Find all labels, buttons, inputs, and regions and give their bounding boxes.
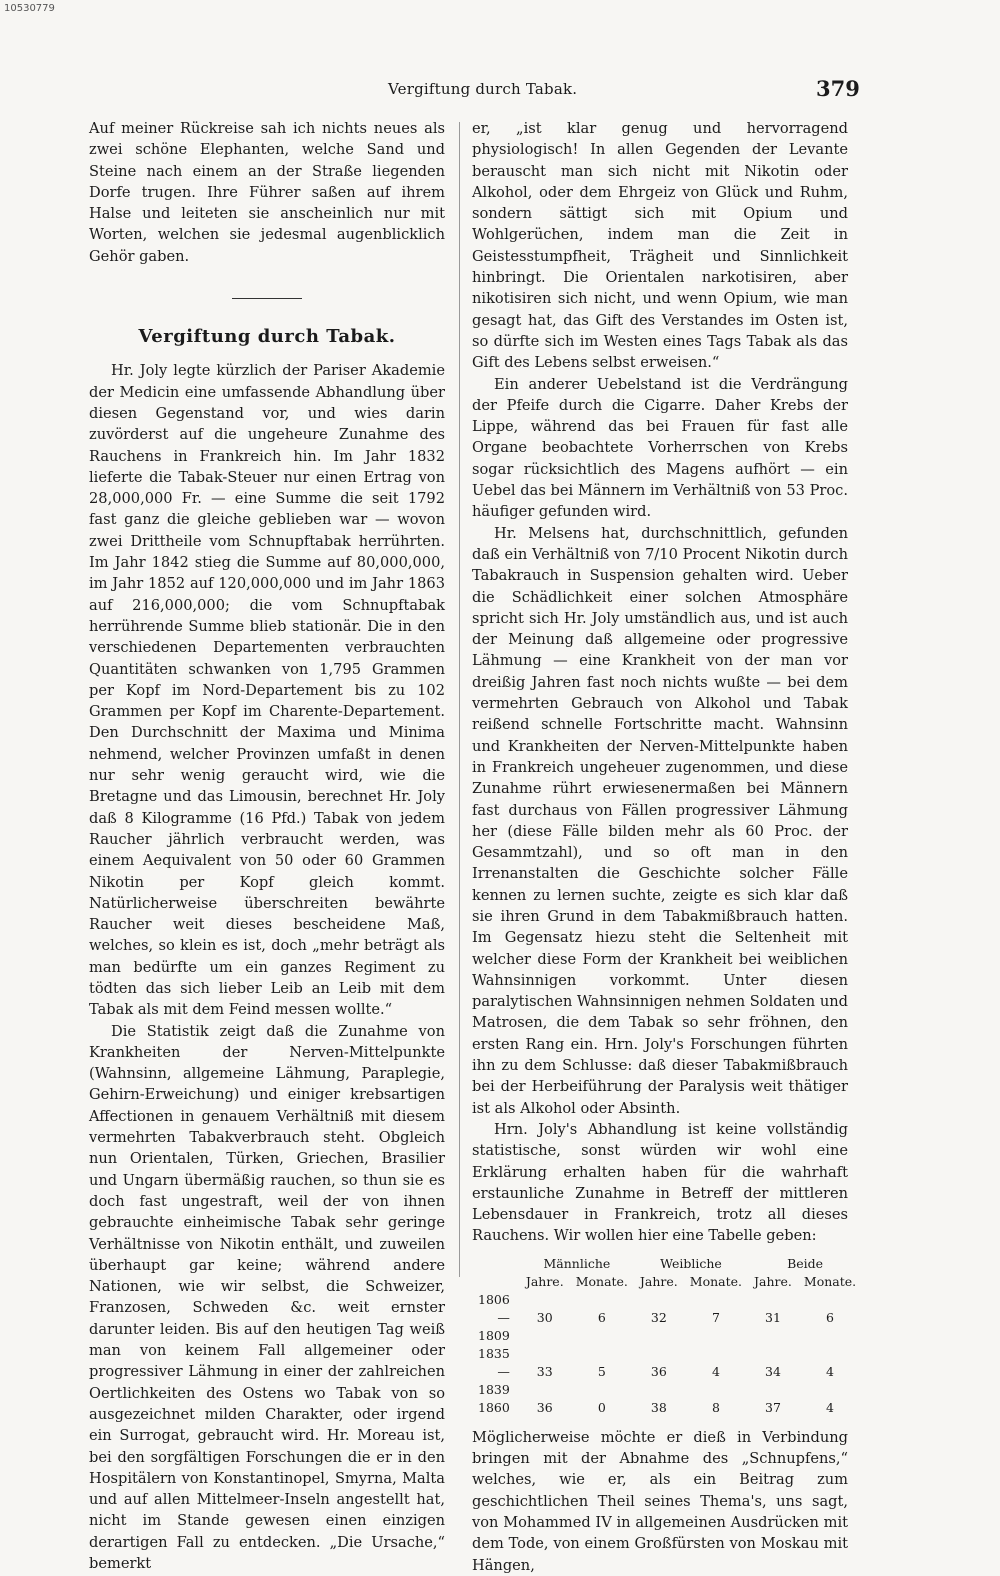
sub-months: Monate.	[803, 1273, 857, 1289]
cell: 5	[597, 1363, 606, 1379]
paragraph-1: Hr. Joly legte kürzlich der Pariser Akademie der Medicin eine umfassende Abhandlung über diesen Gegenstand vor, und wies darin zuvörderst auf die ungeheure Zunahme des Rauchens in Frankreich hin. Im Jahr 1832 lieferte die Tabak-Steuer nur einen Ertrag von 28,000,000 Fr. — eine Summe die seit 1792 fast ganz die gleiche geblieben war — wovon zwei Drittheile vom Schnupftabak herrührten. Im Jahr 1842 stieg die Summe auf 80,000,000, im Jahr 1852 auf 120,000,000 und im Jahr 1863 auf 216,000,000; die vom Schnupftabak herrührende Summe blieb stationär. Die in den verschiedenen Departementen verbrauchten Quantitäten schwanken von 1,795 Grammen per Kopf im Nord-Departement bis zu 102 Grammen per Kopf im Charente-Departement. Den Durchschnitt der Maxima und Minima nehmend, welcher Provinzen umfaßt in denen nur sehr wenig geraucht wird, wie die Bretagne und das Limousin, berechnet Hr. Joly daß 8 Kilogramme (16 Pfd.) Tabak von jedem Raucher jährlich verbraucht werden, was einem Aequivalent von 50 oder 60 Grammen Nikotin per Kopf gleich kommt. Natürlicherweise überschreiten bewährte Raucher weit dieses bescheidene Maß, welches, so klein es ist, doch „mehr beträgt als man bedürfte um ein ganzes Regiment zu tödten das sich lieber Leib an Leib mit dem Tabak als mit dem Feind messen wollte.“	[89, 362, 445, 1019]
table-row	[472, 1291, 862, 1345]
table-row	[472, 1345, 862, 1399]
cell: 4	[826, 1363, 834, 1379]
sub-years: Jahre.	[754, 1273, 792, 1289]
life-expectancy-table	[472, 1255, 862, 1417]
paragraph-continued: er, „ist klar genug und hervorragend physiologisch! In allen Gegenden der Levante berauscht man sich nicht mit Nikotin oder Alkohol, oder dem Ehrgeiz von Glück und Ruhm, sondern sättigt sich mit Opium und Wohlgerüchen, indem man die Zeit in Geistesstumpfheit, Trägheit und Sinnlichkeit hinbringt. Die Orientalen narkotisiren, aber nikotisiren sich nicht, und wenn Opium, wie man gesagt hat, das Gift des Verstandes im Osten ist, so dürfte sich im Westen eines Tags Tabak als das Gift des Lebens selbst erweisen.“	[472, 120, 848, 372]
section-divider	[232, 298, 302, 299]
cell: 36	[536, 1399, 553, 1415]
paragraph-6: Möglicherweise möchte er dieß in Verbindung bringen mit der Abnahme des „Schnupfens,“ welches, wie er, als ein Beitrag zum geschichtlichen Theil seines Thema's, uns sagt, von Mohammed IV in allgemeinen Ausdrücken mit dem Tode, von einem Großfürsten von Moskau mit Hängen,	[472, 1428, 848, 1574]
paragraph-4: Hr. Melsens hat, durchschnittlich, gefunden daß ein Verhältniß von 7/10 Procent Nikotin durch Tabakrauch in Suspension gehalten wird. Ueber die Schädlichkeit einer solchen Atmosphäre spricht sich Hr. Joly umständlich aus, und ist auch der Meinung daß allgemeine oder progressive Lähmung — eine Krankheit von der man vor dreißig Jahren fast noch nichts wußte — bei dem vermehrten Gebrauch von Alkohol und Tabak reißend schnelle Fortschritte macht. Wahnsinn und Krankheiten der Nerven-Mittelpunkte haben in Frankreich ungeheuer zugenommen, und diese Zunahme rührt erwiesenermaßen bei Männern fast durchaus von Fällen progressiver Lähmung her (diese Fälle bilden mehr als 60 Proc. der Gesammtzahl), und so oft man in den Irrenanstalten die Geschichte solcher Fälle kennen zu lernen suchte, zeigte es sich klar daß sie ihren Grund in dem Tabakmißbrauch hatten. Im Gegensatz hiezu steht die Seltenheit mit welcher diese Form der Krankheit bei weiblichen Wahnsinnigen vorkommt. Unter diesen paralytischen Wahnsinnigen nehmen Soldaten und Matrosen, die dem Tabak so sehr fröhnen, den ersten Rang ein. Hrn. Joly's Forschungen führten ihn zu dem Schlusse: daß dieser Tabakmißbrauch bei der Herbeiführung der Paralysis weit thätiger ist als Alkohol oder Absinth.	[472, 524, 848, 1117]
cell: 4	[711, 1363, 720, 1379]
paragraph-2: Die Statistik zeigt daß die Zunahme von Krankheiten der Nerven-Mittelpunkte (Wahnsinn, allgemeine Lähmung, Paraplegie, Gehirn-Erweichung) und einiger krebsartigen Affectionen in genauem Verhältniß mit diesem vermehrten Tabakverbrauch steht. Obgleich nun Orientalen, Türken, Griechen, Brasilier und Ungarn übermäßig rauchen, so thun sie es doch fast ungestraft, weil der von ihnen gebrauchte einheimische Tabak sehr geringe Verhältnisse von Nikotin enthält, und zuweilen überhaupt gar keine; während andere Nationen, wie wir selbst, die Schweizer, Franzosen, Schweden &c. weit ernster darunter leiden. Bis auf den heutigen Tag weiß man von keinem Fall allgemeiner oder progressiver Lähmung in einer der zahlreichen Oertlichkeiten des Ostens wo Tabak von so ausgezeichnet milden Charakter, oder irgend ein Surrogat, gebraucht wird. Hr. Moreau ist, bei den sorgfältigen Forschungen die er in den Hospitälern von Konstantinopel, Smyrna, Malta und auf allen Mittelmeer-Inseln angestellt hat, nicht im Stande gewesen einen einzigen derartigen Fall zu entdecken. „Die Ursache,“ bemerkt	[89, 1022, 445, 1572]
row-period: 1860	[478, 1399, 510, 1415]
group-male: Männliche	[543, 1255, 611, 1271]
page-number: 379	[816, 76, 860, 101]
cell: 4	[826, 1399, 834, 1415]
sub-years: Jahre.	[639, 1273, 678, 1289]
cell: 8	[711, 1399, 720, 1415]
cell: 6	[597, 1309, 606, 1325]
cell: 30	[536, 1309, 553, 1325]
column-divider	[459, 122, 460, 1277]
row-period: 1806—1809	[478, 1291, 510, 1343]
cell: 6	[826, 1309, 834, 1325]
cell: 32	[650, 1309, 667, 1325]
group-female: Weibliche	[660, 1255, 722, 1271]
cell: 37	[765, 1399, 781, 1415]
sub-years: Jahre.	[525, 1273, 564, 1289]
right-column	[472, 118, 857, 1576]
cell: 34	[765, 1363, 781, 1379]
table-group-header	[472, 1255, 862, 1273]
running-title: Vergiftung durch Tabak.	[388, 80, 578, 98]
cell: 38	[650, 1399, 667, 1415]
page-id: 10530779	[4, 3, 55, 14]
cell: 36	[650, 1363, 667, 1379]
intro-paragraph: Auf meiner Rückreise sah ich nichts neues als zwei schöne Elephanten, welche Sand und Steine nach einem an der Straße liegenden Dorfe trugen. Ihre Führer saßen auf ihrem Halse und leiteten sie anscheinlich nur mit Worten, welchen sie jedesmal augenblicklich Gehör gaben.	[89, 120, 445, 265]
cell: 0	[597, 1399, 606, 1415]
cell: 7	[711, 1309, 720, 1325]
table-sub-header	[472, 1273, 862, 1291]
cell: 33	[536, 1363, 553, 1379]
paragraph-3: Ein anderer Uebelstand ist die Verdrängung der Pfeife durch die Cigarre. Daher Krebs der Lippe, während das bei Frauen für fast alle Organe beobachtete Vorherrschen von Krebs sogar rücksichtlich des Magens aufhört — ein Uebel das bei Männern im Verhältniß von 53 Proc. häufiger gefunden wird.	[472, 375, 848, 521]
article-title: Vergiftung durch Tabak.	[138, 326, 396, 348]
paragraph-5: Hrn. Joly's Abhandlung ist keine vollständig statistische, sonst würden wir wohl eine Erklärung erhalten haben für die wahrhaft erstaunliche Zunahme in Betreff der mittleren Lebensdauer in Frankreich, trotz all dieses Rauchens. Wir wollen hier eine Tabelle geben:	[472, 1120, 848, 1245]
row-period: 1835—1839	[478, 1345, 510, 1397]
cell: 31	[765, 1309, 781, 1325]
sub-months: Monate.	[689, 1273, 743, 1289]
group-both: Beide	[787, 1255, 824, 1271]
table-row	[472, 1399, 862, 1417]
sub-months: Monate.	[575, 1273, 628, 1289]
left-column	[89, 118, 445, 1574]
